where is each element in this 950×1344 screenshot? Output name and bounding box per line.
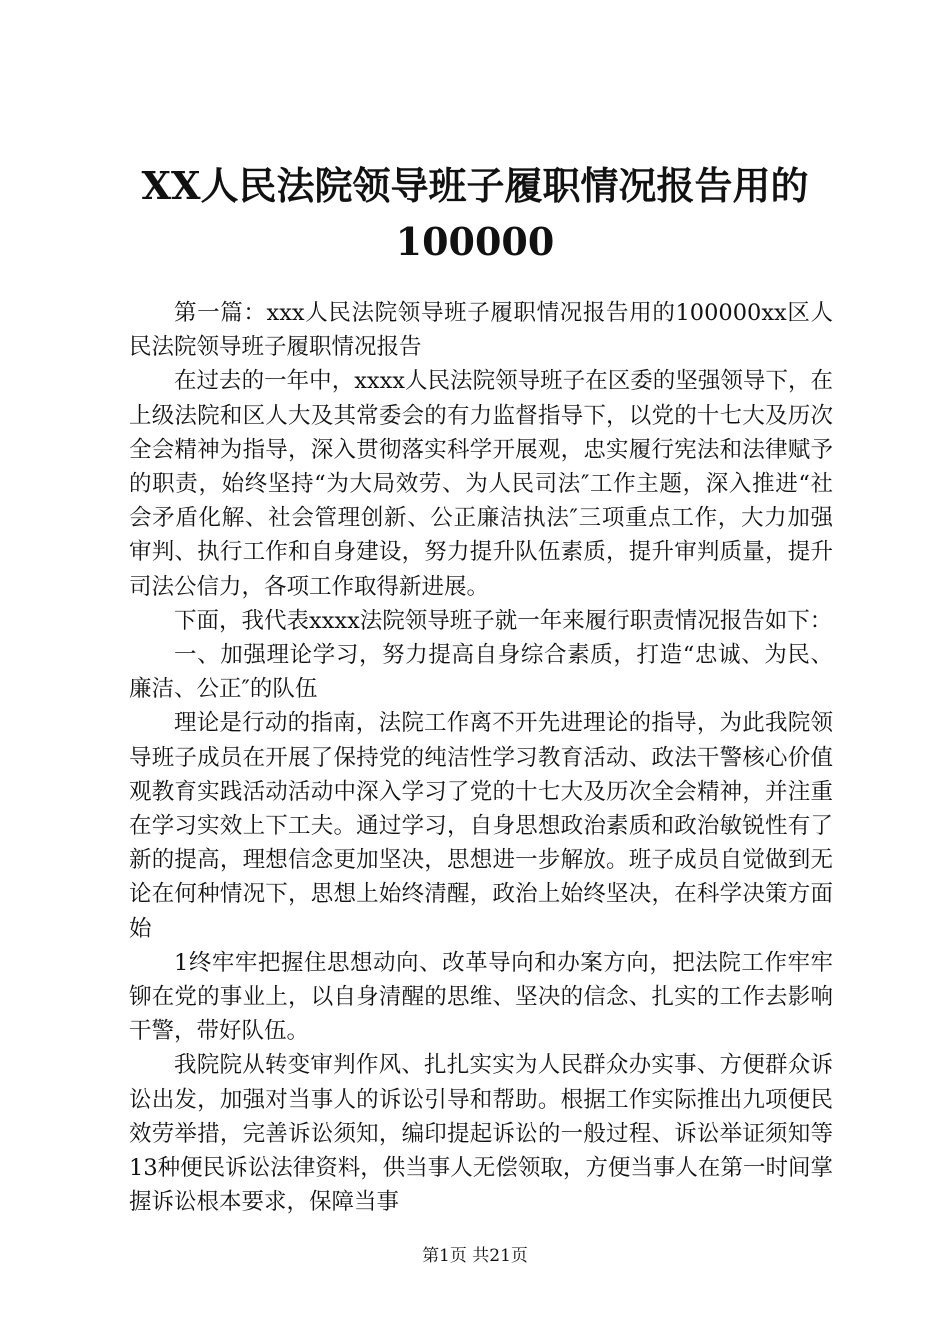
document-title-line-2: 100000 <box>395 219 555 264</box>
paragraph-1: 第一篇：xxx人民法院领导班子履职情况报告用的100000xx区人民法院领导班子履职情况报告 <box>129 300 833 361</box>
document-body <box>129 296 833 1219</box>
paragraph-4: 一、加强理论学习，努力提高自身综合素质，打造“忠诚、为民、廉洁、公正″的队伍 <box>129 642 833 703</box>
paragraph-7: 我院院从转变审判作风、扎扎实实为人民群众办实事、方便群众诉讼出发，加强对当事人的诉讼引导和帮助。根据工作实际推出九项便民效劳举措，完善诉讼须知，编印提起诉讼的一般过程、诉讼举证须知等13种便民诉讼法律资料，供当事人无偿领取，方便当事人在第一时间掌握诉讼根本要求，保障当事 <box>129 1052 833 1216</box>
paragraph-3: 下面，我代表xxxx法院领导班子就一年来履行职责情况报告如下： <box>174 607 833 634</box>
page-footer: 第1页 共21页 <box>422 1246 528 1266</box>
paragraph-6: 1终牢牢把握住思想动向、改革导向和办案方向，把法院工作牢牢铆在党的事业上，以自身清醒的思维、坚决的信念、扎实的工作去影响干警，带好队伍。 <box>129 949 833 1045</box>
paragraph-2: 在过去的一年中，xxxx人民法院领导班子在区委的坚强领导下，在上级法院和区人大及其常委会的有力监督指导下，以党的十七大及历次全会精神为指导，深入贯彻落实科学开展观，忠实履行宪法和法律赋予的职责，始终坚持“为大局效劳、为人民司法″工作主题，深入推进“社会矛盾化解、社会管理创新、公正廉洁执法″三项重点工作，大力加强审判、执行工作和自身建设，努力提升队伍素质，提升审判质量，提升司法公信力，各项工作取得新进展。 <box>129 368 833 600</box>
document-title-line-1: XX人民法院领导班子履职情况报告用的 <box>141 163 809 208</box>
paragraph-5: 理论是行动的指南，法院工作离不开先进理论的指导，为此我院领导班子成员在开展了保持党的纯洁性学习教育活动、政法干警核心价值观教育实践活动活动中深入学习了党的十七大及历次全会精神，并注重在学习实效上下工夫。通过学习，自身思想政治素质和政治敏锐性有了新的提高，理想信念更加坚决，思想进一步解放。班子成员自觉做到无论在何种情况下，思想上始终清醒，政治上始终坚决，在科学决策方面始 <box>129 710 833 942</box>
